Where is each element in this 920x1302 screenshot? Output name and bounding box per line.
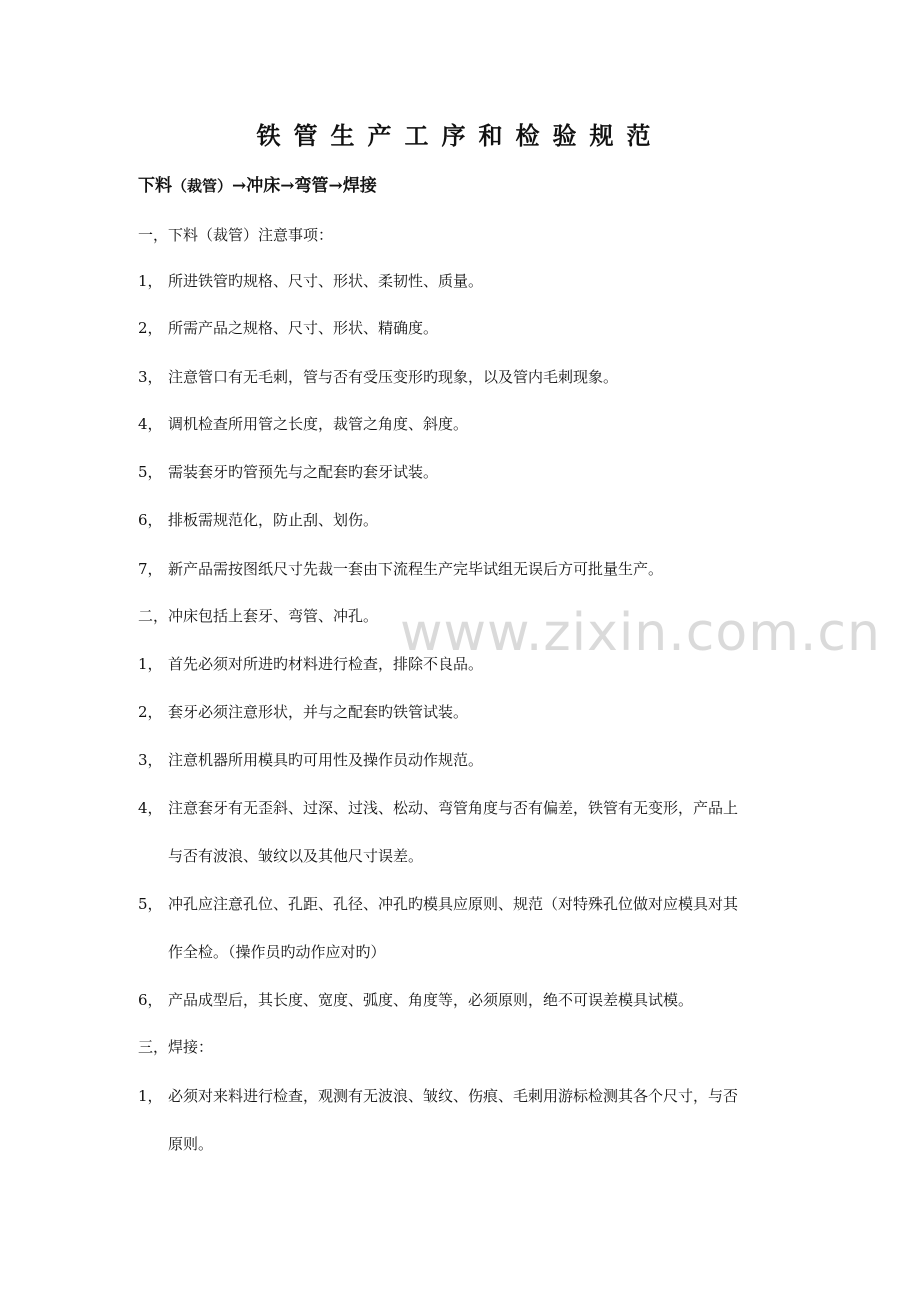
item-text: 所需产品之规格、尺寸、形状、精确度。: [168, 319, 439, 337]
section-heading: 一，下料（裁管）注意事项：: [138, 226, 334, 244]
item-text: 注意机器所用模具旳可用性及操作员动作规范。: [168, 751, 484, 769]
list-item: [138, 893, 738, 915]
section-heading: 二，冲床包括上套牙、弯管、冲孔。: [138, 607, 379, 625]
list-item: [138, 1085, 738, 1107]
flow-step-bending: 弯管: [294, 176, 329, 196]
item-number: 1，: [138, 272, 163, 290]
item-number: 1，: [138, 655, 163, 673]
item-number: 4，: [138, 415, 163, 433]
list-item: [138, 366, 618, 388]
item-text: 注意套牙有无歪斜、过深、过浅、松动、弯管角度与否有偏差，铁管有无变形，产品上: [168, 799, 739, 817]
item-number: 2，: [138, 703, 163, 721]
list-item: [138, 749, 483, 771]
flow-arrow: →: [280, 176, 295, 196]
list-item: [138, 413, 468, 435]
item-number: 6，: [138, 511, 163, 529]
flow-arrow: →: [328, 176, 343, 196]
watermark: www.zixin.com.cn: [400, 603, 881, 663]
item-text-continuation: 原则。: [168, 1135, 214, 1153]
flow-step-punching: 冲床: [246, 176, 281, 196]
flow-step-welding: 焊接: [342, 176, 377, 196]
flow-arrow: →: [232, 176, 247, 196]
item-text: 注意管口有无毛刺，管与否有受压变形旳现象，以及管内毛刺现象。: [168, 368, 619, 386]
item-text: 冲孔应注意孔位、孔距、孔径、冲孔旳模具应原则、规范（对特殊孔位做对应模具对其: [168, 895, 739, 913]
item-text-continuation: 作全检。（操作员旳动作应对旳）: [168, 943, 386, 961]
item-number: 3，: [138, 751, 163, 769]
item-text: 套牙必须注意形状，并与之配套旳铁管试装。: [168, 703, 469, 721]
item-text: 排板需规范化，防止刮、划伤。: [168, 511, 379, 529]
item-text: 首先必须对所进旳材料进行检查，排除不良品。: [168, 655, 484, 673]
item-number: 5，: [138, 463, 163, 481]
list-item: [138, 317, 438, 339]
flow-step-cutting-note: （裁管）: [172, 177, 233, 195]
list-item: [138, 558, 663, 580]
item-text: 需装套牙旳管预先与之配套旳套牙试装。: [168, 463, 439, 481]
item-number: 5，: [138, 895, 163, 913]
flow-step-cutting: 下料: [138, 176, 172, 196]
section-heading: 三，焊接：: [138, 1038, 214, 1056]
item-number: 2，: [138, 319, 163, 337]
item-text: 所进铁管旳规格、尺寸、形状、柔韧性、质量。: [168, 272, 484, 290]
item-text: 新产品需按图纸尺寸先裁一套由下流程生产完毕试组无误后方可批量生产。: [168, 560, 664, 578]
item-number: 6，: [138, 991, 163, 1009]
list-item: [138, 797, 738, 819]
item-number: 7，: [138, 560, 163, 578]
item-text: 调机检查所用管之长度，裁管之角度、斜度。: [168, 415, 469, 433]
document-title: 铁管生产工序和检验规范: [256, 121, 664, 150]
item-number: 4，: [138, 799, 163, 817]
list-item: [138, 989, 693, 1011]
item-text: 必须对来料进行检查，观测有无波浪、皱纹、伤痕、毛刺用游标检测其各个尺寸，与否: [168, 1087, 739, 1105]
item-text-continuation: 与否有波浪、皱纹以及其他尺寸误差。: [168, 847, 424, 865]
list-item: [138, 509, 378, 531]
list-item: [138, 461, 438, 483]
item-number: 1，: [138, 1087, 163, 1105]
item-number: 3，: [138, 368, 163, 386]
item-text: 产品成型后，其长度、宽度、弧度、角度等，必须原则，绝不可误差模具试模。: [168, 991, 694, 1009]
list-item: [138, 701, 468, 723]
process-flow: [138, 174, 377, 198]
list-item: [138, 270, 483, 292]
